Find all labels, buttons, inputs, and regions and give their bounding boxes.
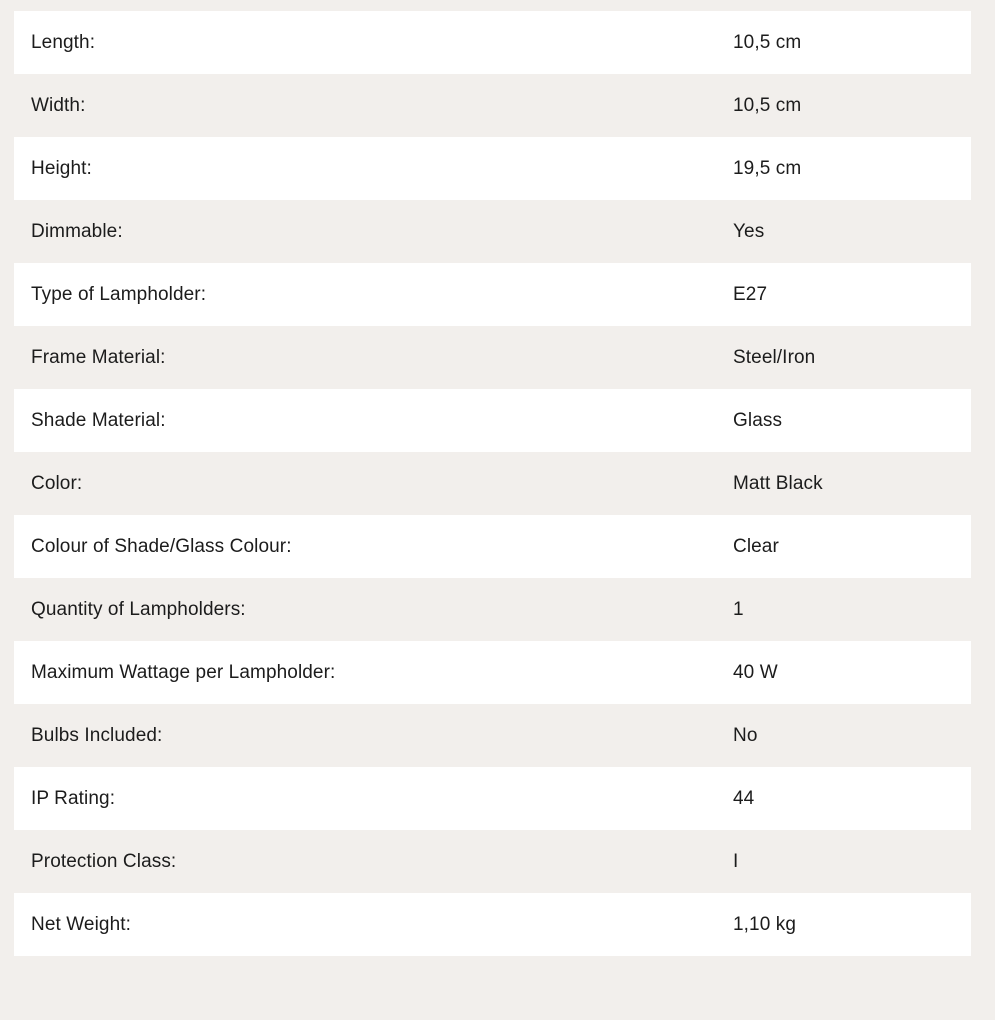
spec-label: Frame Material: bbox=[31, 346, 166, 368]
spec-value: 10,5 cm bbox=[733, 31, 802, 53]
spec-value: No bbox=[733, 724, 758, 746]
spec-row-protection-class bbox=[14, 830, 971, 893]
spec-row-length bbox=[14, 11, 971, 74]
spec-label: Maximum Wattage per Lampholder: bbox=[31, 661, 336, 683]
spec-value: 44 bbox=[733, 787, 755, 809]
spec-value: 40 W bbox=[733, 661, 778, 683]
spec-value: Yes bbox=[733, 220, 765, 242]
spec-value: I bbox=[733, 850, 739, 872]
spec-label: Height: bbox=[31, 157, 92, 179]
spec-label: Color: bbox=[31, 472, 83, 494]
spec-row-width bbox=[14, 74, 971, 137]
spec-row-shade-material bbox=[14, 389, 971, 452]
spec-value: Matt Black bbox=[733, 472, 823, 494]
spec-row-lampholder-quantity bbox=[14, 578, 971, 641]
spec-label: IP Rating: bbox=[31, 787, 116, 809]
spec-label: Type of Lampholder: bbox=[31, 283, 207, 305]
spec-row-shade-colour bbox=[14, 515, 971, 578]
spec-value: Glass bbox=[733, 409, 783, 431]
spec-value: Steel/Iron bbox=[733, 346, 816, 368]
spec-row-height bbox=[14, 137, 971, 200]
spec-row-bulbs-included bbox=[14, 704, 971, 767]
spec-label: Length: bbox=[31, 31, 96, 53]
spec-value: 1 bbox=[733, 598, 744, 620]
spec-label: Net Weight: bbox=[31, 913, 132, 935]
spec-value: Clear bbox=[733, 535, 779, 557]
spec-row-max-wattage bbox=[14, 641, 971, 704]
spec-value: 1,10 kg bbox=[733, 913, 797, 935]
spec-label: Protection Class: bbox=[31, 850, 177, 872]
spec-label: Colour of Shade/Glass Colour: bbox=[31, 535, 292, 557]
spec-label: Quantity of Lampholders: bbox=[31, 598, 246, 620]
spec-row-dimmable bbox=[14, 200, 971, 263]
spec-value: 19,5 cm bbox=[733, 157, 802, 179]
spec-label: Dimmable: bbox=[31, 220, 123, 242]
spec-value: 10,5 cm bbox=[733, 94, 802, 116]
spec-label: Shade Material: bbox=[31, 409, 166, 431]
spec-label: Bulbs Included: bbox=[31, 724, 163, 746]
spec-row-frame-material bbox=[14, 326, 971, 389]
spec-row-lampholder-type bbox=[14, 263, 971, 326]
specifications-table bbox=[14, 11, 971, 956]
spec-row-net-weight bbox=[14, 893, 971, 956]
spec-row-color bbox=[14, 452, 971, 515]
spec-row-ip-rating bbox=[14, 767, 971, 830]
spec-value: E27 bbox=[733, 283, 768, 305]
spec-label: Width: bbox=[31, 94, 86, 116]
